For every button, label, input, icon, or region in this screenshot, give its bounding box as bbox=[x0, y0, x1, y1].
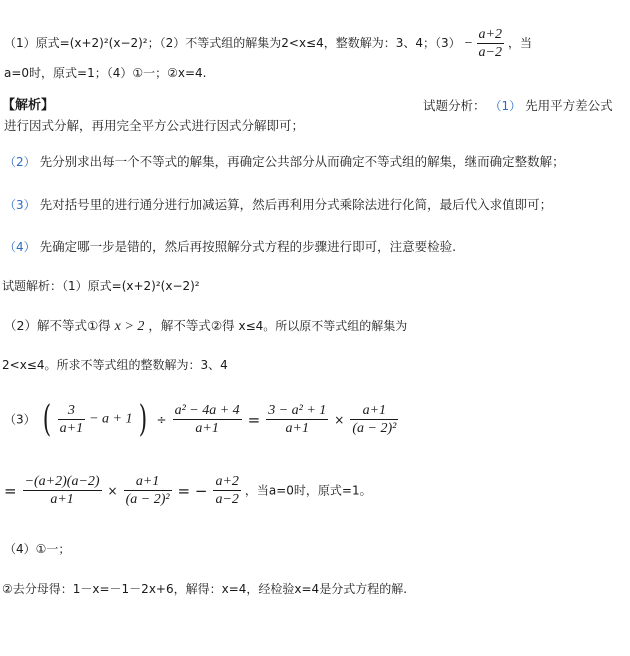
solution-q3-fraction-1 bbox=[58, 402, 85, 437]
analysis-step-3-number: （3） bbox=[4, 198, 36, 212]
solution-q3b-fraction-3-den: a−2 bbox=[215, 492, 239, 507]
solution-q3b-equals-neg: = − bbox=[177, 481, 208, 500]
solution-q3-fraction-1-num: 3 bbox=[58, 402, 85, 420]
solution-q3b-fraction-1-den: a+1 bbox=[50, 492, 74, 507]
solution-q3-mid-term: − a + 1 bbox=[89, 411, 133, 427]
answer-fraction-numerator: a+2 bbox=[478, 27, 502, 42]
analysis-step-1-text-b: 进行因式分解，再用完全平方公式进行因式分解即可； bbox=[4, 118, 305, 133]
solution-q3-fraction-4-num: a+1 bbox=[350, 402, 398, 420]
solution-q4-line-2: ②去分母得：1－x=－1－2x+6，解得：x=4，经检验x=4是分式方程的解. bbox=[2, 582, 408, 596]
solution-q3b-fraction-2 bbox=[124, 473, 172, 508]
analysis-step-3 bbox=[4, 196, 552, 214]
solution-q3-times: × bbox=[334, 412, 345, 427]
solution-heading-line: 试题解析：（1）原式=(x+2)²(x−2)² bbox=[2, 279, 200, 293]
solution-q3-fraction-3-num: 3 − a² + 1 bbox=[268, 403, 327, 418]
analysis-step-2 bbox=[4, 153, 565, 171]
answer-text-1: （1）原式=(x+2)²(x−2)²；（2）不等式组的解集为2<x≤4，整数解为：3、4；（3） bbox=[4, 36, 461, 50]
analysis-step-2-number: （2） bbox=[4, 155, 36, 169]
solution-q3-divide: ÷ bbox=[156, 412, 167, 427]
solution-q3-line-2 bbox=[4, 465, 372, 516]
analysis-step-4-number: （4） bbox=[4, 240, 36, 254]
analysis-step-4 bbox=[4, 238, 456, 256]
solution-q3-equals: = bbox=[247, 410, 261, 429]
solution-q3-fraction-2-num: a² − 4a + 4 bbox=[174, 403, 240, 418]
right-paren-icon: ) bbox=[139, 398, 148, 440]
solution-q3-fraction-3-den: a+1 bbox=[285, 421, 309, 436]
analysis-step-1-text-a: 先用平方差公式 bbox=[525, 98, 613, 113]
answer-text-tail: ，当 bbox=[507, 36, 532, 50]
solution-q3b-fraction-1 bbox=[23, 473, 102, 508]
answer-neg-sign: − bbox=[464, 36, 473, 51]
analysis-heading: 【解析】 bbox=[2, 98, 55, 113]
solution-q3-fraction-3 bbox=[266, 402, 328, 437]
solution-q3b-fraction-2-den: (a − 2)² bbox=[125, 492, 170, 507]
answer-fraction-denominator: a−2 bbox=[478, 45, 502, 60]
solution-q3b-equals: = bbox=[4, 481, 17, 500]
solution-q2-line-2: 2<x≤4。所求不等式组的整数解为：3、4 bbox=[2, 358, 228, 372]
solution-q3-fraction-2-den: a+1 bbox=[195, 421, 219, 436]
solution-q2-line-1 bbox=[4, 317, 407, 336]
analysis-step-4-text: 先确定哪一步是错的，然后再按照解分式方程的步骤进行即可，注意要检验. bbox=[39, 239, 457, 254]
analysis-step-1-number: （1） bbox=[489, 99, 522, 113]
solution-q3-fraction-2 bbox=[173, 402, 242, 437]
answer-line-2: a=0时，原式=1；（4）①一；②x=4. bbox=[4, 66, 207, 80]
solution-q2-inequality-2: x≤4。所以原不等式组的解集为 bbox=[238, 319, 408, 333]
solution-q3-fraction-4 bbox=[350, 402, 398, 437]
left-paren-icon: ( bbox=[42, 398, 51, 440]
analysis-step-2-text: 先分别求出每一个不等式的解集，再确定公共部分从而确定不等式组的解集，继而确定整数解； bbox=[39, 154, 565, 169]
solution-q3b-fraction-2-num: a+1 bbox=[124, 473, 172, 491]
analysis-label: 试题分析： bbox=[423, 98, 486, 113]
solution-q2-text-a: （2）解不等式①得 bbox=[4, 318, 111, 333]
solution-q3b-tail: ，当a=0时，原式=1。 bbox=[244, 483, 372, 498]
solution-q2-text-b: ，解不等式②得 bbox=[148, 318, 235, 333]
solution-q3-line-1 bbox=[4, 394, 398, 445]
solution-q3b-times: × bbox=[107, 483, 118, 498]
solution-q3-label: （3） bbox=[4, 412, 36, 427]
solution-q3b-fraction-3 bbox=[213, 473, 240, 508]
solution-q3-fraction-4-den: (a − 2)² bbox=[352, 421, 397, 436]
analysis-right-block bbox=[423, 97, 613, 115]
solution-q3b-fraction-3-num: a+2 bbox=[215, 474, 239, 489]
solution-q4-line-1: （4）①一； bbox=[4, 542, 71, 556]
solution-q3-fraction-1-den: a+1 bbox=[59, 421, 84, 436]
answer-line-1 bbox=[4, 26, 532, 61]
analysis-step-3-text: 先对括号里的进行通分进行加减运算，然后再利用分式乘除法进行化简，最后代入求值即可； bbox=[39, 197, 553, 212]
solution-q2-inequality-1: x > 2 bbox=[114, 319, 145, 334]
answer-fraction bbox=[477, 26, 504, 61]
solution-q3b-fraction-1-num: −(a+2)(a−2) bbox=[24, 474, 100, 489]
